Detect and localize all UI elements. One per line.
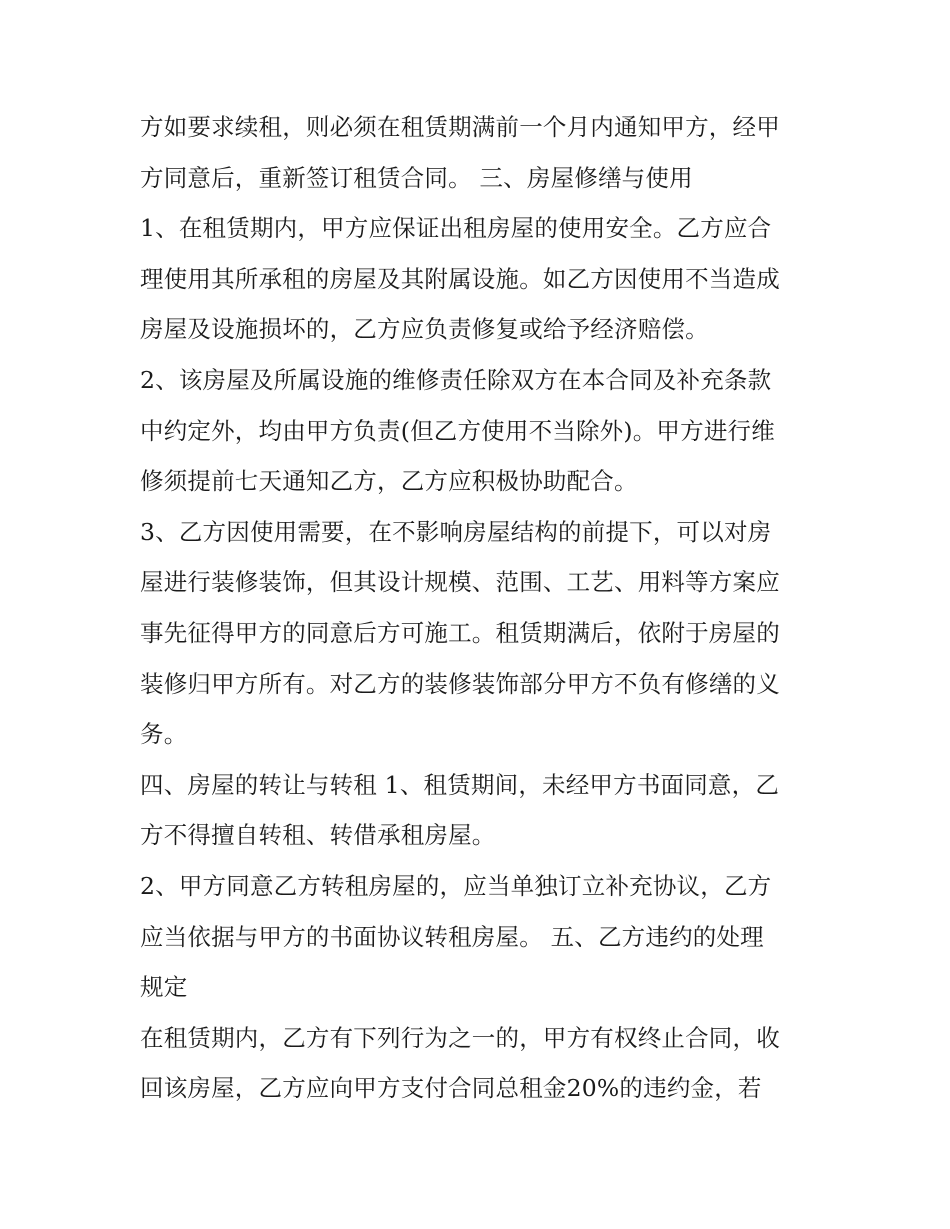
- contract-text-body: [140, 102, 815, 1114]
- text-line: 2、甲方同意乙方转租房屋的，应当单独订立补充协议，乙方: [140, 871, 772, 900]
- text-line: 方如要求续租，则必须在租赁期满前一个月内通知甲方，经甲: [140, 113, 780, 141]
- text-line: 应当依据与甲方的书面协议转租房屋。 五、乙方违约的处理: [140, 922, 764, 951]
- text-line: 理使用其所承租的房屋及其附属设施。如乙方因使用不当造成: [140, 264, 780, 293]
- text-line: 中约定外，均由甲方负责(但乙方使用不当除外)。甲方进行维: [140, 416, 775, 445]
- text-line: 方同意后，重新签订租赁合同。 三、房屋修缮与使用: [140, 163, 693, 192]
- text-line: 方不得擅自转租、转借承租房屋。: [140, 821, 496, 850]
- text-line: 2、该房屋及所属设施的维修责任除双方在本合同及补充条款: [140, 365, 772, 394]
- text-line: 修须提前七天通知乙方，乙方应积极协助配合。: [140, 467, 638, 496]
- text-line: 装修归甲方所有。对乙方的装修装饰部分甲方不负有修缮的义: [140, 669, 780, 698]
- text-line: 回该房屋，乙方应向甲方支付合同总租金20%的违约金，若: [140, 1074, 762, 1103]
- text-line: 在租赁期内，乙方有下列行为之一的，甲方有权终止合同，收: [140, 1023, 780, 1052]
- text-line: 3、乙方因使用需要，在不影响房屋结构的前提下，可以对房: [140, 517, 772, 546]
- text-line: 四、房屋的转让与转租 1、租赁期间，未经甲方书面同意，乙: [140, 770, 780, 799]
- text-line: 事先征得甲方的同意后方可施工。租赁期满后，依附于房屋的: [140, 618, 780, 647]
- text-line: 屋进行装修装饰，但其设计规模、范围、工艺、用料等方案应: [140, 568, 780, 597]
- text-line: 房屋及设施损坏的，乙方应负责修复或给予经济赔偿。: [140, 315, 709, 344]
- text-line: 1、在租赁期内，甲方应保证出租房屋的使用安全。乙方应合: [140, 214, 772, 243]
- text-line: 务。: [140, 720, 188, 749]
- text-line: 规定: [140, 973, 188, 1002]
